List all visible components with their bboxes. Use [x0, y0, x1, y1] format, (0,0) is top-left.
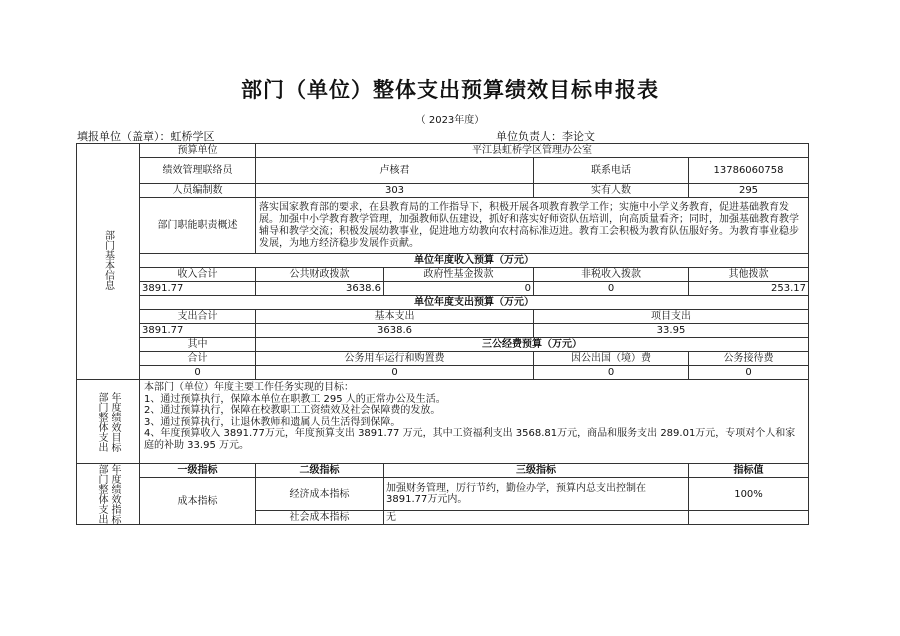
goal-line: 2、通过预算执行，保障在校教职工工资绩效及社会保障费的发放。 [144, 405, 441, 416]
income-header: 单位年度收入预算（万元） [140, 254, 809, 268]
three-val-reception: 0 [689, 366, 809, 380]
income-col-public: 公共财政拨款 [256, 268, 384, 282]
income-val-nontax: 0 [534, 282, 689, 296]
ind-level2: 经济成本指标 [256, 478, 384, 511]
staff-quota-label: 人员编制数 [140, 184, 256, 198]
staff-quota-value: 303 [256, 184, 534, 198]
page-title: 部门（单位）整体支出预算绩效目标申报表 [241, 78, 659, 102]
three-col-reception: 公务接待费 [689, 352, 809, 366]
goal-line: 3、通过预算执行，让退休教师和遗属人员生活得到保障。 [144, 416, 401, 428]
report-year: （ 2023年度） [415, 115, 485, 126]
ind-level1-cost: 成本指标 [140, 478, 256, 525]
expense-header: 单位年度支出预算（万元） [140, 296, 809, 310]
ind-value: 100% [689, 478, 809, 511]
ind-level2: 社会成本指标 [256, 511, 384, 525]
three-col-abroad: 因公出国（境）费 [534, 352, 689, 366]
income-col-nontax: 非税收入拨款 [534, 268, 689, 282]
three-costs-header: 三公经费预算（万元） [256, 338, 809, 352]
budget-unit-value: 平江县虹桥学区管理办公室 [256, 144, 809, 158]
expense-col-basic: 基本支出 [256, 310, 534, 324]
filing-unit: 填报单位（盖章）：虹桥学区 [77, 130, 215, 143]
three-costs-label: 其中 [140, 338, 256, 352]
income-col-total: 收入合计 [140, 268, 256, 282]
section-goals-label: 部门整体支出 年度绩效目标 [77, 380, 140, 464]
performance-form-table [76, 143, 809, 525]
goals-text [140, 380, 809, 464]
three-col-vehicle: 公务用车运行和购置费 [256, 352, 534, 366]
unit-head: 单位负责人：李论文 [496, 130, 595, 143]
income-val-other: 253.17 [689, 282, 809, 296]
ind-level3: 无 [384, 511, 689, 525]
goal-line: 本部门（单位）年度主要工作任务实现的目标： [144, 382, 354, 393]
ind-header-level1: 一级指标 [140, 464, 256, 478]
section-basic-info-label: 部门基本信息 [77, 144, 140, 380]
ind-level3: 加强财务管理，厉行节约，勤俭办学，预算内总支出控制在3891.77万元内。 [384, 478, 689, 511]
income-val-fund: 0 [384, 282, 534, 296]
income-col-other: 其他拨款 [689, 268, 809, 282]
budget-unit-label: 预算单位 [140, 144, 256, 158]
three-val-abroad: 0 [534, 366, 689, 380]
income-col-fund: 政府性基金拨款 [384, 268, 534, 282]
three-col-total: 合计 [140, 352, 256, 366]
expense-col-project: 项目支出 [534, 310, 809, 324]
expense-val-basic: 3638.6 [256, 324, 534, 338]
goal-line: 1、通过预算执行，保障本单位在职教工 295 人的正常办公及生活。 [144, 393, 446, 405]
section-indicators-label: 部门整体支出 年度绩效指标 [77, 464, 140, 525]
income-val-total: 3891.77 [140, 282, 256, 296]
duties-text: 落实国家教育部的要求，在县教育局的工作指导下，积极开展各项教育教学工作；实施中小学义务教育，促进基础教育发展。加强中小学教育教学管理，加强教师队伍建设，抓好和落实好师资队伍培训，向高质量看齐；同时，加强基础教育教学辅导和教学交流；积极发展幼教事业，促进地方幼教向农村高标准迈进。教育工会积极为教育队伍服好务。为教育事业稳步发展，为地方经济稳步发展作贡献。 [256, 198, 809, 254]
expense-col-total: 支出合计 [140, 310, 256, 324]
ind-header-value: 指标值 [689, 464, 809, 478]
phone-label: 联系电话 [534, 158, 689, 184]
expense-val-project: 33.95 [534, 324, 809, 338]
phone-value: 13786060758 [689, 158, 809, 184]
three-val-total: 0 [140, 366, 256, 380]
actual-staff-label: 实有人数 [534, 184, 689, 198]
perf-contact-value: 卢核君 [256, 158, 534, 184]
duties-label: 部门职能职责概述 [140, 198, 256, 254]
actual-staff-value: 295 [689, 184, 809, 198]
perf-contact-label: 绩效管理联络员 [140, 158, 256, 184]
ind-header-level2: 二级指标 [256, 464, 384, 478]
three-val-vehicle: 0 [256, 366, 534, 380]
expense-val-total: 3891.77 [140, 324, 256, 338]
ind-header-level3: 三级指标 [384, 464, 689, 478]
ind-value [689, 511, 809, 525]
income-val-public: 3638.6 [256, 282, 384, 296]
goal-line: 4、年度预算收入 3891.77万元，年度预算支出 3891.77 万元，其中工资福利支出 3568.81万元，商品和服务支出 289.01万元，专项对个人和家庭的补助 33.95 万元。 [144, 428, 796, 451]
